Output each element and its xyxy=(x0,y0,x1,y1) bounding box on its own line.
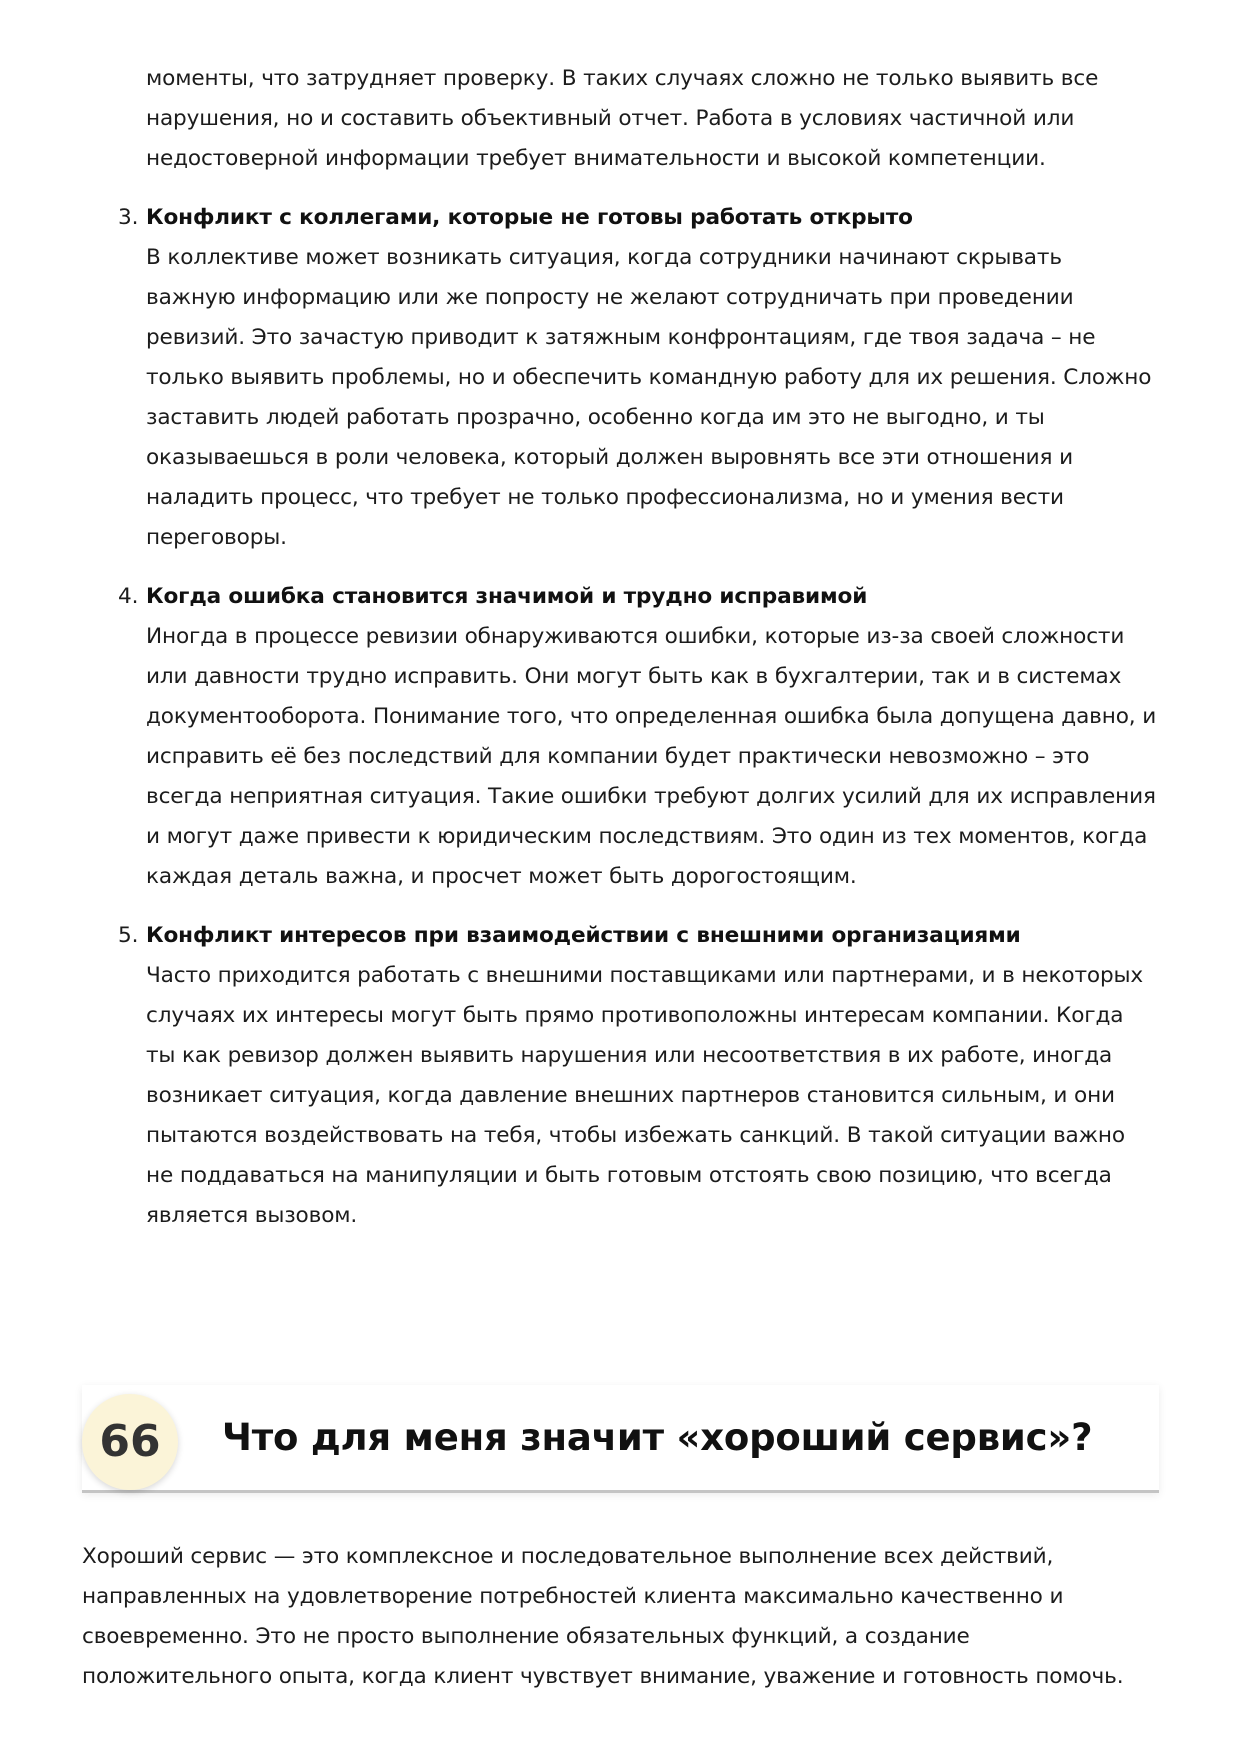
section-number-badge-wrap xyxy=(82,1394,178,1490)
list-item-text: Часто приходится работать с внешними поставщиками или партнерами, и в некоторых случаях их интересы могут быть прямо противоположны интересам компании. Когда ты как ревизор должен выявить нарушения или несоответствия в их работе, иногда возникает ситуация, когда давление внешних партнеров становится сильным, и они пытаются воздействовать на тебя, чтобы избежать санкций. В такой ситуации важно не поддаваться на манипуляции и быть готовым отстоять свою позицию, что всегда является вызовом. xyxy=(146,963,1144,1228)
list-item-text: В коллективе может возникать ситуация, когда сотрудники начинают скрывать важную информацию или же попросту не желают сотрудничать при проведении ревизий. Это зачастую приводит к затяжным конфронтациям, где твоя задача – не только выявить проблемы, но и обеспечить командную работу для их решения. Сложно заставить людей работать прозрачно, особенно когда им это не выгодно, и ты оказываешься в роли человека, который должен выровнять все эти отношения и наладить процесс, что требует не только профессионализма, но и умения вести переговоры. xyxy=(146,245,1152,550)
list-item-number: 5. xyxy=(118,923,139,948)
list-item-continuation xyxy=(146,59,1158,179)
list-item xyxy=(118,577,1158,897)
list-item-title: Конфликт интересов при взаимодействии с внешними организациями xyxy=(146,923,1021,948)
list-item xyxy=(118,198,1158,558)
list-item-number: 4. xyxy=(118,584,139,609)
list-item-title: Конфликт с коллегами, которые не готовы работать открыто xyxy=(146,205,913,230)
list-item-text: Иногда в процессе ревизии обнаруживаются ошибки, которые из-за своей сложности или давности трудно исправить. Они могут быть как в бухгалтерии, так и в системах документооборота. Понимание того, что определенная ошибка была допущена давно, и исправить её без последствий для компании будет практически невозможно – это всегда неприятная ситуация. Такие ошибки требуют долгих усилий для их исправления и могут даже привести к юридическим последствиям. Это один из тех моментов, когда каждая деталь важна, и просчет может быть дорогостоящим. xyxy=(146,624,1157,889)
numbered-list xyxy=(118,59,1158,1236)
section-paragraph: Хороший сервис — это комплексное и последовательное выполнение всех действий, направленных на удовлетворение потребностей клиента максимально качественно и своевременно. Это не просто выполнение обязательных функций, а создание положительного опыта, когда клиент чувствует внимание, уважение и готовность помочь. xyxy=(82,1544,1124,1689)
section-title: Что для меня значит «хороший сервис»? xyxy=(222,1416,1093,1459)
section-number-badge: 66 xyxy=(82,1394,178,1490)
list-item-number: 3. xyxy=(118,205,139,230)
list-item-title: Когда ошибка становится значимой и трудно исправимой xyxy=(146,584,868,609)
list-item-text: моменты, что затрудняет проверку. В таких случаях сложно не только выявить все нарушения, но и составить объективный отчет. Работа в условиях частичной или недостоверной информации требует внимательности и высокой компетенции. xyxy=(146,66,1099,171)
section-divider xyxy=(82,1490,1159,1493)
list-item xyxy=(118,916,1158,1236)
